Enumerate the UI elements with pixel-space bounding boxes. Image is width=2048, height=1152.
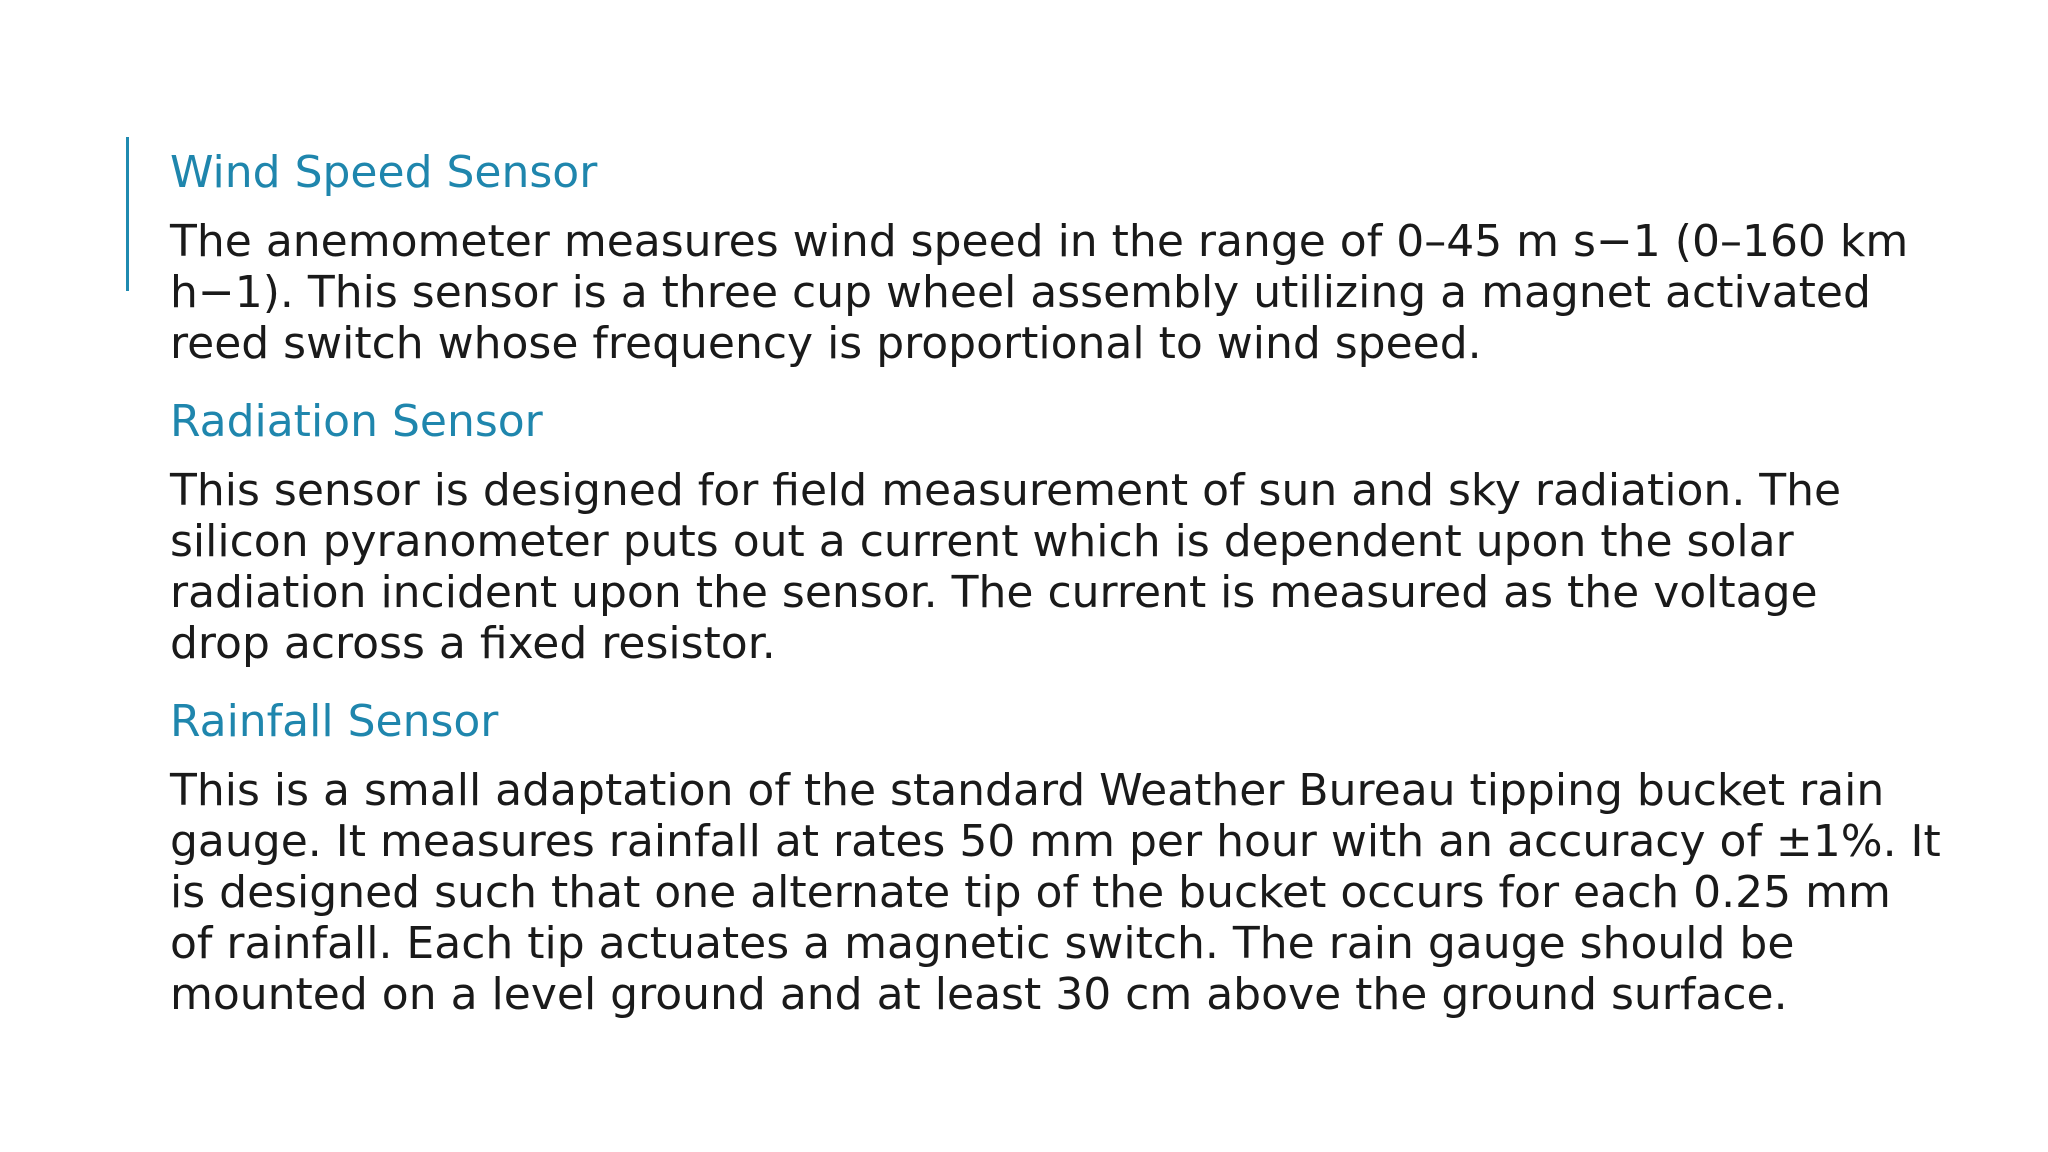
text-line: of rainfall. Each tip actuates a magnetic switch. The rain gauge should be — [170, 918, 1795, 969]
slide-content — [170, 138, 2010, 1038]
heading-rainfall-sensor: Rainfall Sensor — [170, 696, 499, 747]
section-wind-speed — [170, 138, 2010, 369]
text-line: silicon pyranometer puts out a current which is dependent upon the solar — [170, 516, 1794, 567]
section-radiation — [170, 387, 2010, 669]
paragraph-radiation — [170, 457, 2010, 669]
text-line: drop across a fixed resistor. — [170, 618, 776, 669]
paragraph-wind-speed — [170, 208, 2010, 369]
text-line: The anemometer measures wind speed in the range of 0–45 m s−1 (0–160 km — [170, 216, 1909, 267]
text-line: This is a small adaptation of the standard Weather Bureau tipping bucket rain — [170, 765, 1885, 816]
text-line: h−1). This sensor is a three cup wheel assembly utilizing a magnet activated — [170, 267, 1871, 318]
paragraph-rainfall — [170, 757, 2010, 1020]
accent-bar — [126, 137, 129, 291]
text-line: gauge. It measures rainfall at rates 50 mm per hour with an accuracy of ±1%. It — [170, 816, 1941, 867]
text-line: mounted on a level ground and at least 30 cm above the ground surface. — [170, 969, 1788, 1020]
text-line: reed switch whose frequency is proportional to wind speed. — [170, 318, 1482, 369]
heading-radiation-sensor: Radiation Sensor — [170, 396, 543, 447]
heading-wind-speed-sensor: Wind Speed Sensor — [170, 147, 598, 198]
text-line: radiation incident upon the sensor. The current is measured as the voltage — [170, 567, 1818, 618]
text-line: is designed such that one alternate tip of the bucket occurs for each 0.25 mm — [170, 867, 1891, 918]
text-line: This sensor is designed for field measurement of sun and sky radiation. The — [170, 465, 1842, 516]
section-rainfall — [170, 687, 2010, 1020]
